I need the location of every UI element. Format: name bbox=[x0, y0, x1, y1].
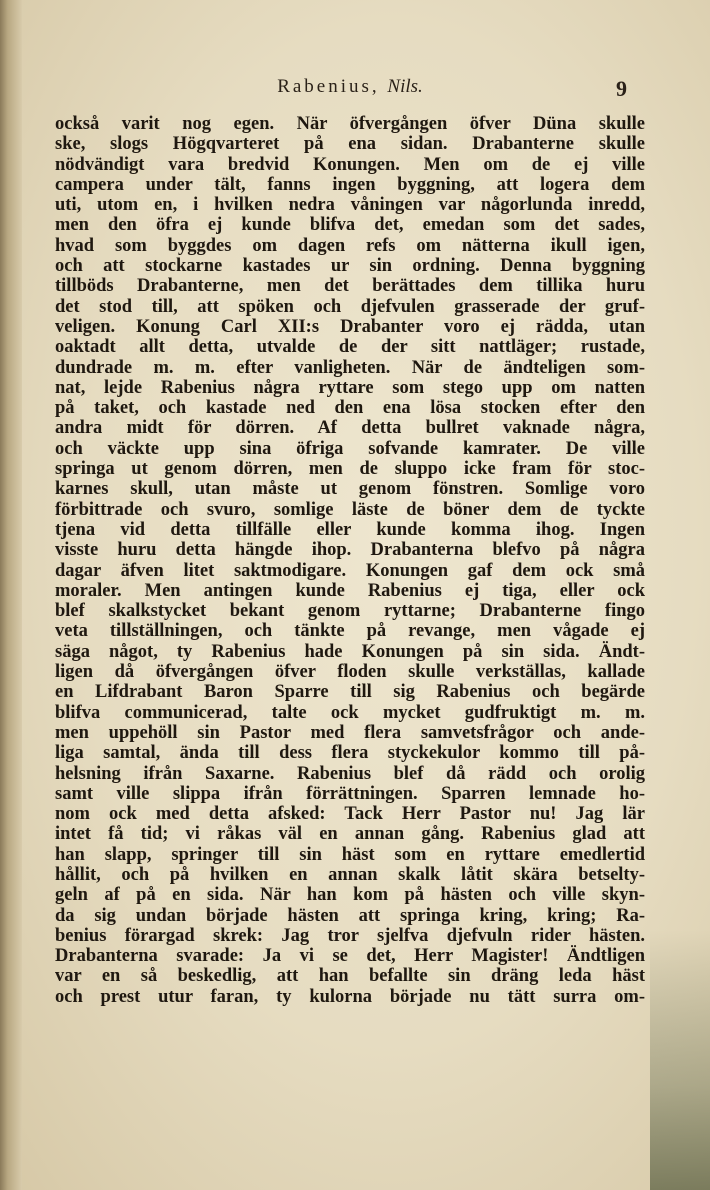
running-head-given-name: Nils. bbox=[387, 76, 423, 97]
text-line: en Lifdrabant Baron Sparre till sig Rabenius och begärde bbox=[55, 682, 645, 703]
text-line: tjena vid detta tillfälle eller kunde komma ihog. Ingen bbox=[55, 519, 645, 540]
text-line: men den öfra ej kunde blifva det, emedan som det sades, bbox=[55, 215, 645, 236]
text-line: ske, slogs Högqvarteret på ena sidan. Drabanterne skulle bbox=[55, 134, 645, 155]
text-line: springa ut genom dörren, men de sluppo icke fram för stoc- bbox=[55, 459, 645, 480]
text-line: dundrade m. m. efter vanligheten. När de ändteligen som- bbox=[55, 357, 645, 378]
text-line: uti, utom en, i hvilken nedra våningen var någorlunda inredd, bbox=[55, 195, 645, 216]
body-text bbox=[55, 114, 645, 1007]
page-header bbox=[70, 76, 630, 106]
text-line: säga något, ty Rabenius hade Konungen på sin sida. Ändt- bbox=[55, 641, 645, 662]
text-line: blifva communicerad, talte ock mycket gudfruktigt m. m. bbox=[55, 702, 645, 723]
text-line: da sig undan började hästen att springa kring, kring; Ra- bbox=[55, 905, 645, 926]
text-line: veta tillställningen, och tänkte på revange, men vågade ej bbox=[55, 621, 645, 642]
page-corner-stain bbox=[650, 930, 710, 1190]
text-line: nat, lejde Rabenius några ryttare som stego upp om natten bbox=[55, 377, 645, 398]
text-line: och att stockarne kastades ur sin ordning. Denna byggning bbox=[55, 256, 645, 277]
text-line: visste huru detta hängde ihop. Drabanterna blefvo på några bbox=[55, 540, 645, 561]
text-line: Drabanterna svarade: Ja vi se det, Herr Magister! Ändtligen bbox=[55, 946, 645, 967]
text-line: helsning ifrån Saxarne. Rabenius blef då rädd och orolig bbox=[55, 763, 645, 784]
text-line: liga samtal, ända till dess flera styckekulor kommo till på- bbox=[55, 743, 645, 764]
text-line: geln af på en sida. När han kom på hästen och ville skyn- bbox=[55, 885, 645, 906]
text-line: han slapp, springer till sin häst som en ryttare emedlertid bbox=[55, 844, 645, 865]
text-line: men uppehöll sin Pastor med flera samvetsfrågor och ande- bbox=[55, 722, 645, 743]
text-line: moraler. Men antingen kunde Rabenius ej tiga, eller ock bbox=[55, 580, 645, 601]
page-number: 9 bbox=[616, 76, 627, 101]
text-line: veligen. Konung Carl XII:s Drabanter voro ej rädda, utan bbox=[55, 316, 645, 337]
text-line: på taket, och kastade ned den ena lösa stocken efter den bbox=[55, 398, 645, 419]
text-line: andra midt för dörren. Af detta bullret vaknade några, bbox=[55, 418, 645, 439]
text-line: karnes skull, utan måste ut genom fönstren. Somlige voro bbox=[55, 479, 645, 500]
text-line: ligen då öfvergången öfver floden skulle verkställas, kallade bbox=[55, 662, 645, 683]
text-line: hvad som byggdes om dagen refs om nätterna ikull igen, bbox=[55, 235, 645, 256]
text-line: campera under tält, fanns ingen byggning, att logera dem bbox=[55, 174, 645, 195]
text-line: blef skalkstycket bekant genom ryttarne; Drabanterne fingo bbox=[55, 601, 645, 622]
text-line: benius förargad skrek: Jag tror sjelfva djefvuln rider hästen. bbox=[55, 925, 645, 946]
text-line: samt ville slippa ifrån förrättningen. Sparren lemnade ho- bbox=[55, 783, 645, 804]
text-line: och väckte upp sina öfriga sofvande kamrater. De ville bbox=[55, 438, 645, 459]
text-line: oaktadt allt detta, utvalde de der sitt nattläger; rustade, bbox=[55, 337, 645, 358]
running-head-surname: Rabenius, bbox=[277, 76, 380, 97]
text-line: intet få tid; vi råkas väl en annan gång. Rabenius glad att bbox=[55, 824, 645, 845]
running-head bbox=[70, 76, 630, 98]
book-spine-shadow bbox=[0, 0, 22, 1190]
text-line: var en så beskedlig, att han befallte sin dräng leda häst bbox=[55, 966, 645, 987]
text-line: nödvändigt vara bredvid Konungen. Men om de ej ville bbox=[55, 154, 645, 175]
text-line: dagar äfven litet saktmodigare. Konungen gaf dem ock små bbox=[55, 560, 645, 581]
text-line: också varit nog egen. När öfvergången öfver Düna skulle bbox=[55, 114, 645, 134]
text-line: förbittrade och svuro, somlige läste de böner dem de tyckte bbox=[55, 499, 645, 520]
text-line: och prest utur faran, ty kulorna började nu tätt surra om- bbox=[55, 986, 645, 1007]
text-line: det stod till, att spöken och djefvulen grasserade der gruf- bbox=[55, 296, 645, 317]
text-line: tillböds Drabanterne, men det berättades dem tillika huru bbox=[55, 276, 645, 297]
text-line: hållit, och på hvilken en annan skalk låtit skära betselty- bbox=[55, 864, 645, 885]
text-line: nom ock med detta afsked: Tack Herr Pastor nu! Jag lär bbox=[55, 804, 645, 825]
